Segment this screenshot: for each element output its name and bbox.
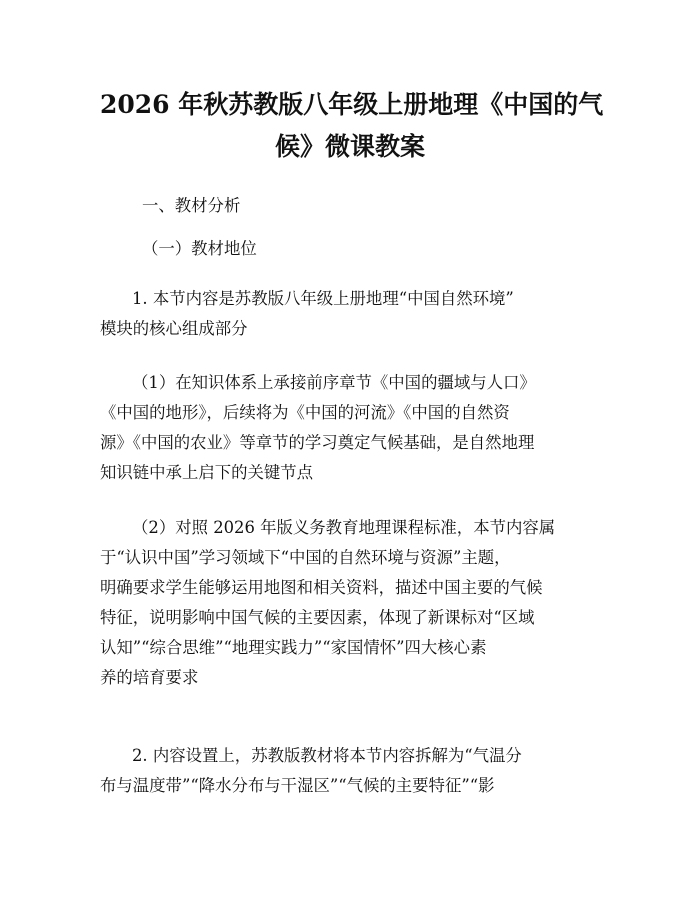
paragraph-line: 源》《中国的农业》等章节的学习奠定气候基础，是自然地理 bbox=[100, 433, 535, 452]
title-line-2: 候》微课教案 bbox=[274, 132, 425, 161]
subsection-heading bbox=[100, 234, 600, 264]
paragraph-line: （1）在知识体系上承接前序章节《中国的疆域与人口》 bbox=[132, 373, 536, 392]
paragraph-line: 知识链中承上启下的关键节点 bbox=[100, 463, 314, 482]
paragraph-point-1 bbox=[100, 284, 600, 344]
paragraph-line: 明确要求学生能够运用地图和相关资料，描述中国主要的气候 bbox=[100, 578, 543, 597]
paragraph-line: （2）对照 2026 年版义务教育地理课程标准，本节内容属 bbox=[132, 518, 556, 537]
paragraph-line: 于“认识中国”学习领域下“中国的自然环境与资源”主题， bbox=[100, 548, 511, 567]
paragraph-line: 1. 本节内容是苏教版八年级上册地理“中国自然环境” bbox=[132, 289, 514, 308]
paragraph-line: 2. 内容设置上，苏教版教材将本节内容拆解为“气温分 bbox=[132, 746, 522, 765]
paragraph-sub-1 bbox=[100, 368, 600, 488]
paragraph-line: 特征，说明影响中国气候的主要因素，体现了新课标对“区域 bbox=[100, 608, 535, 627]
section-heading-text: 一、教材分析 bbox=[142, 196, 241, 215]
subsection-heading-text: （一）教材地位 bbox=[142, 239, 257, 258]
paragraph-line: 养的培育要求 bbox=[100, 668, 199, 687]
paragraph-line: 认知”“综合思维”“地理实践力”“家国情怀”四大核心素 bbox=[100, 638, 487, 657]
paragraph-sub-2 bbox=[100, 513, 600, 693]
title-line-1: 2026 年秋苏教版八年级上册地理《中国的气 bbox=[100, 90, 604, 119]
paragraph-line: 布与温度带”“降水分布与干湿区”“气候的主要特征”“影 bbox=[100, 776, 495, 795]
document-title bbox=[100, 84, 604, 168]
paragraph-line: 模块的核心组成部分 bbox=[100, 319, 248, 338]
section-heading bbox=[100, 191, 600, 221]
paragraph-point-2 bbox=[100, 741, 600, 801]
paragraph-line: 《中国的地形》，后续将为《中国的河流》《中国的自然资 bbox=[100, 403, 510, 422]
